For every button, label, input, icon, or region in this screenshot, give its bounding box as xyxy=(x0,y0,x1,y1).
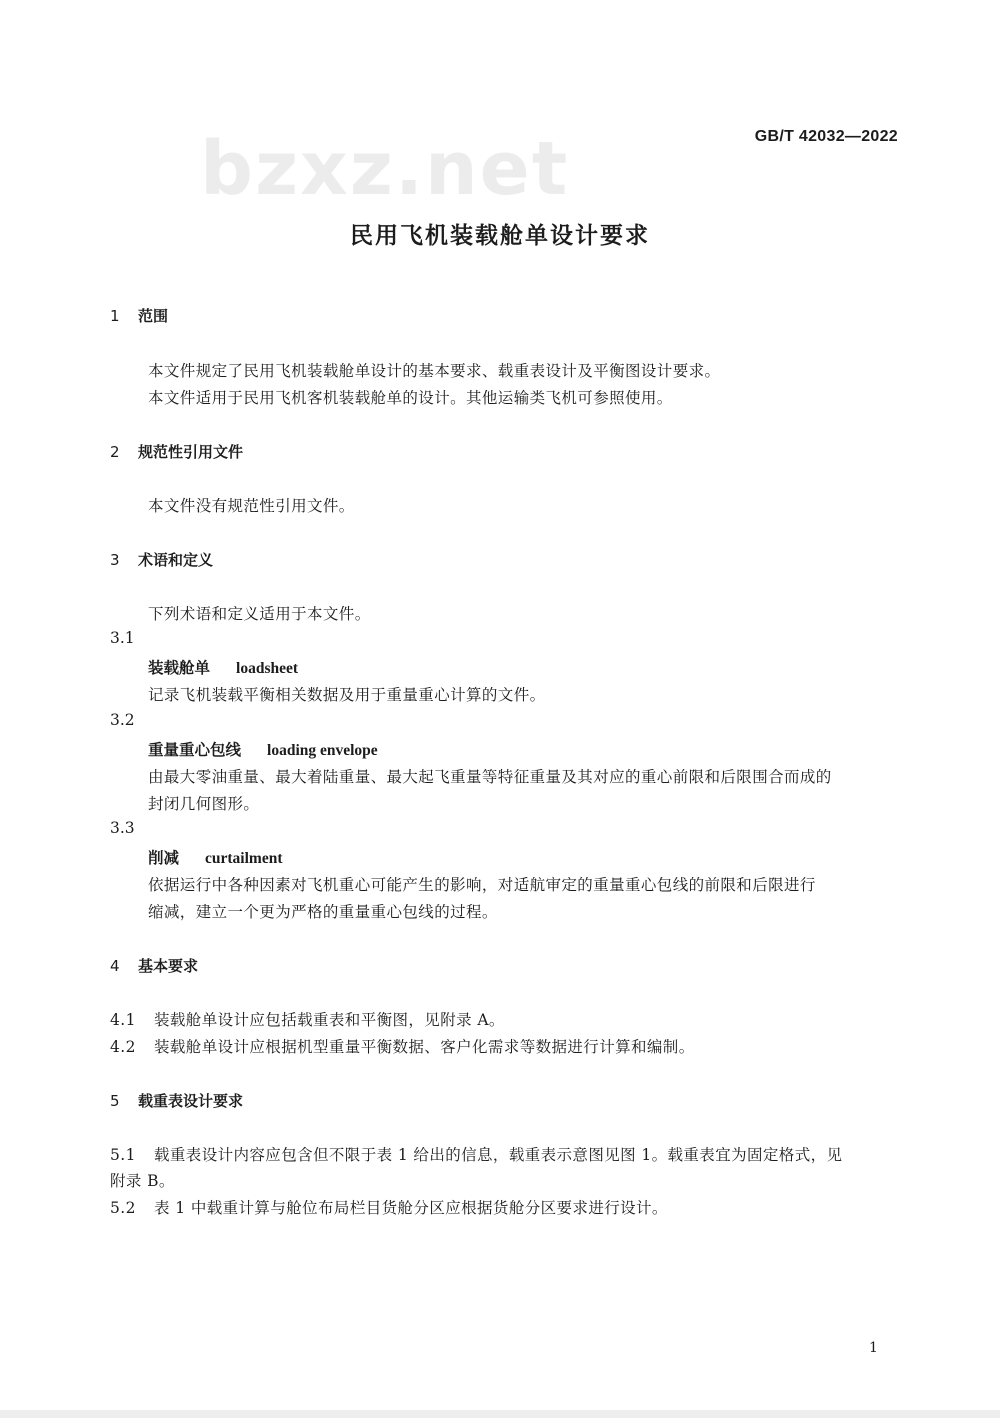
section-title: 基本要求 xyxy=(138,957,199,975)
paragraph: 本文件适用于民用飞机客机装载舱单的设计。其他运输类飞机可参照使用。 xyxy=(148,389,673,407)
term-definition: 记录飞机装载平衡相关数据及用于重量重心计算的文件。 xyxy=(148,686,546,704)
section-title: 范围 xyxy=(138,307,169,325)
term-number: 3.1 xyxy=(110,629,135,647)
clause-item xyxy=(110,1143,842,1165)
page-bottom-edge xyxy=(0,1410,1000,1418)
section-heading-5 xyxy=(110,1090,243,1111)
term-entry xyxy=(148,846,283,868)
term-zh: 装载舱单 xyxy=(148,658,211,677)
clause-text: 装载舱单设计应包括载重表和平衡图，见附录 A。 xyxy=(154,1011,505,1029)
clause-item xyxy=(110,1008,505,1030)
page-number: 1 xyxy=(869,1340,878,1356)
term-en: curtailment xyxy=(205,850,283,867)
clause-number: 4.1 xyxy=(110,1011,136,1029)
clause-continued: 附录 B。 xyxy=(110,1172,175,1190)
term-zh: 重量重心包线 xyxy=(148,740,242,759)
section-title: 规范性引用文件 xyxy=(138,443,244,461)
section-number: 4 xyxy=(110,957,120,975)
term-entry xyxy=(148,656,298,678)
term-zh: 削减 xyxy=(148,848,180,867)
paragraph: 下列术语和定义适用于本文件。 xyxy=(148,605,371,623)
term-number: 3.2 xyxy=(110,711,135,729)
clause-text: 装载舱单设计应根据机型重量平衡数据、客户化需求等数据进行计算和编制。 xyxy=(154,1038,695,1056)
term-entry xyxy=(148,738,378,760)
paragraph: 本文件规定了民用飞机装载舱单设计的基本要求、载重表设计及平衡图设计要求。 xyxy=(148,362,721,380)
section-number: 5 xyxy=(110,1092,120,1110)
document-title: 民用飞机装载舱单设计要求 xyxy=(350,223,650,249)
clause-item xyxy=(110,1035,695,1057)
section-heading-2 xyxy=(110,441,243,462)
clause-number: 5.1 xyxy=(110,1146,136,1164)
term-definition: 依据运行中各种因素对飞机重心可能产生的影响，对适航审定的重量重心包线的前限和后限进行 xyxy=(148,876,816,894)
clause-text: 载重表设计内容应包含但不限于表 1 给出的信息，载重表示意图见图 1。载重表宜为固定格式，见 xyxy=(154,1146,843,1164)
term-definition-continued: 缩减，建立一个更为严格的重量重心包线的过程。 xyxy=(148,903,498,921)
clause-item xyxy=(110,1196,668,1218)
section-title: 载重表设计要求 xyxy=(138,1092,244,1110)
section-title: 术语和定义 xyxy=(138,551,214,569)
clause-number: 5.2 xyxy=(110,1199,136,1217)
section-heading-3 xyxy=(110,549,213,570)
term-definition-continued: 封闭几何图形。 xyxy=(148,795,260,813)
term-en: loadsheet xyxy=(236,660,299,677)
section-heading-1 xyxy=(110,305,168,326)
clause-text: 表 1 中载重计算与舱位布局栏目货舱分区应根据货舱分区要求进行设计。 xyxy=(154,1199,668,1217)
paragraph: 本文件没有规范性引用文件。 xyxy=(148,497,355,515)
section-heading-4 xyxy=(110,955,198,976)
section-number: 2 xyxy=(110,443,120,461)
watermark: bzxz.net xyxy=(200,126,570,212)
section-number: 3 xyxy=(110,551,120,569)
term-number: 3.3 xyxy=(110,819,135,837)
standard-code: GB/T 42032—2022 xyxy=(754,128,898,145)
clause-number: 4.2 xyxy=(110,1038,136,1056)
term-en: loading envelope xyxy=(267,742,378,759)
section-number: 1 xyxy=(110,307,120,325)
term-definition: 由最大零油重量、最大着陆重量、最大起飞重量等特征重量及其对应的重心前限和后限围合而成的 xyxy=(148,768,832,786)
